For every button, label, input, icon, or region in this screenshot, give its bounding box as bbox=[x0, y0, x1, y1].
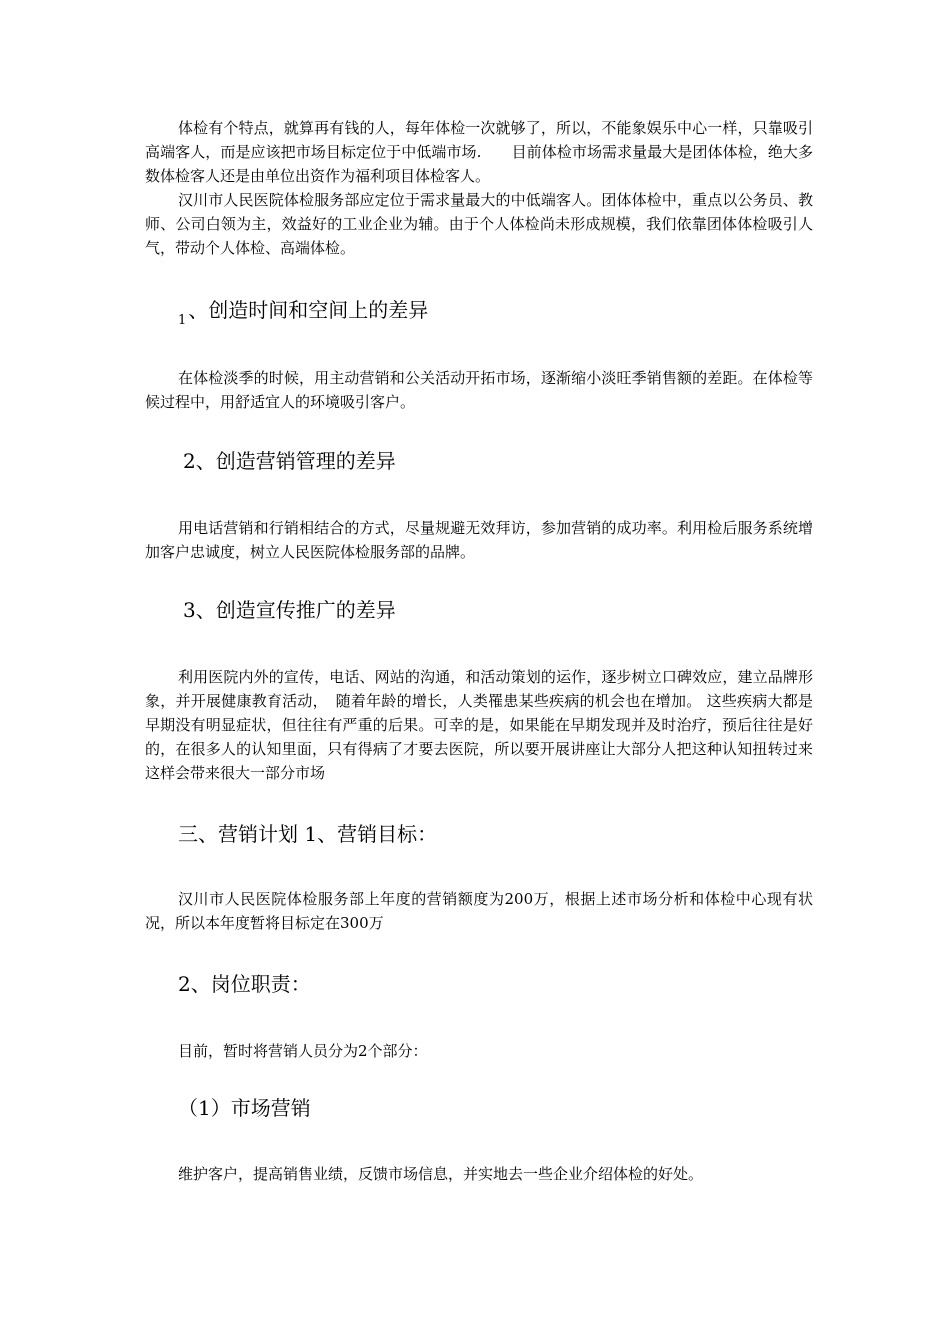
heading-text: 、创造时间和空间上的差异 bbox=[188, 298, 429, 322]
paragraph-promotion: 利用医院内外的宣传，电话、网站的沟通，和活动策划的运作，逐步树立口碑效应，建立品牌形象，并开展健康教育活动， 随着年龄的增长，人类罹患某些疾病的机会也在增加。 这些疾病大都是早期没有明显症状，但往往有严重的后果。可幸的是，如果能在早期发现并及时治疗，预后往往是好的，在很多人的认知里面，只有得病了才要去医院，所以要开展讲座让大部分人把这种认知扭转过来这样会带来很大一部分市场 bbox=[145, 668, 813, 782]
paragraph-maintain-customers: 维护客户，提高销售业绩，反馈市场信息，并实地去一些企业介绍体检的好处。 bbox=[178, 1165, 704, 1183]
heading-promotion-difference: 3、创造宣传推广的差异 bbox=[183, 598, 396, 622]
heading-marketing-plan: 三、营销计划 1、营销目标： bbox=[178, 822, 438, 846]
paragraph-off-season: 在体检淡季的时候，用主动营销和公关活动开拓市场，逐渐缩小淡旺季销售额的差距。在体检等候过程中，用舒适宜人的环境吸引客户。 bbox=[145, 369, 813, 411]
paragraph-phone-marketing: 用电话营销和行销相结合的方式，尽量规避无效拜访，参加营销的成功率。利用检后服务系统增加客户忠诚度，树立人民医院体检服务部的品牌。 bbox=[145, 519, 813, 561]
heading-marketing-management-difference: 2、创造营销管理的差异 bbox=[183, 449, 396, 473]
heading-market-sales: （1）市场营销 bbox=[178, 1096, 311, 1120]
paragraph-target-customers: 汉川市人民医院体检服务部应定位于需求量最大的中低端客人。团体体检中，重点以公务员、教师、公司白领为主，效益好的工业企业为辅。由于个人体检尚未形成规模，我们依靠团体体检吸引人气，带动个人体检、高端体检。 bbox=[145, 191, 813, 257]
heading-time-space-difference bbox=[178, 296, 428, 328]
heading-job-duties: 2、岗位职责： bbox=[178, 972, 311, 996]
heading-number: 1 bbox=[178, 313, 187, 328]
paragraph-staff-division: 目前，暂时将营销人员分为2个部分： bbox=[178, 1042, 428, 1060]
paragraph-sales-target: 汉川市人民医院体检服务部上年度的营销额度为200万，根据上述市场分析和体检中心现有状况，所以本年度暂将目标定在300万 bbox=[145, 890, 813, 932]
paragraph-market-positioning: 体检有个特点，就算再有钱的人，每年体检一次就够了，所以，不能象娱乐中心一样，只靠吸引高端客人，而是应该把市场目标定位于中低端市场. 目前体检市场需求量最大是团体体检，绝大多数体检客人还是由单位出资作为福利项目体检客人。 bbox=[145, 119, 813, 185]
